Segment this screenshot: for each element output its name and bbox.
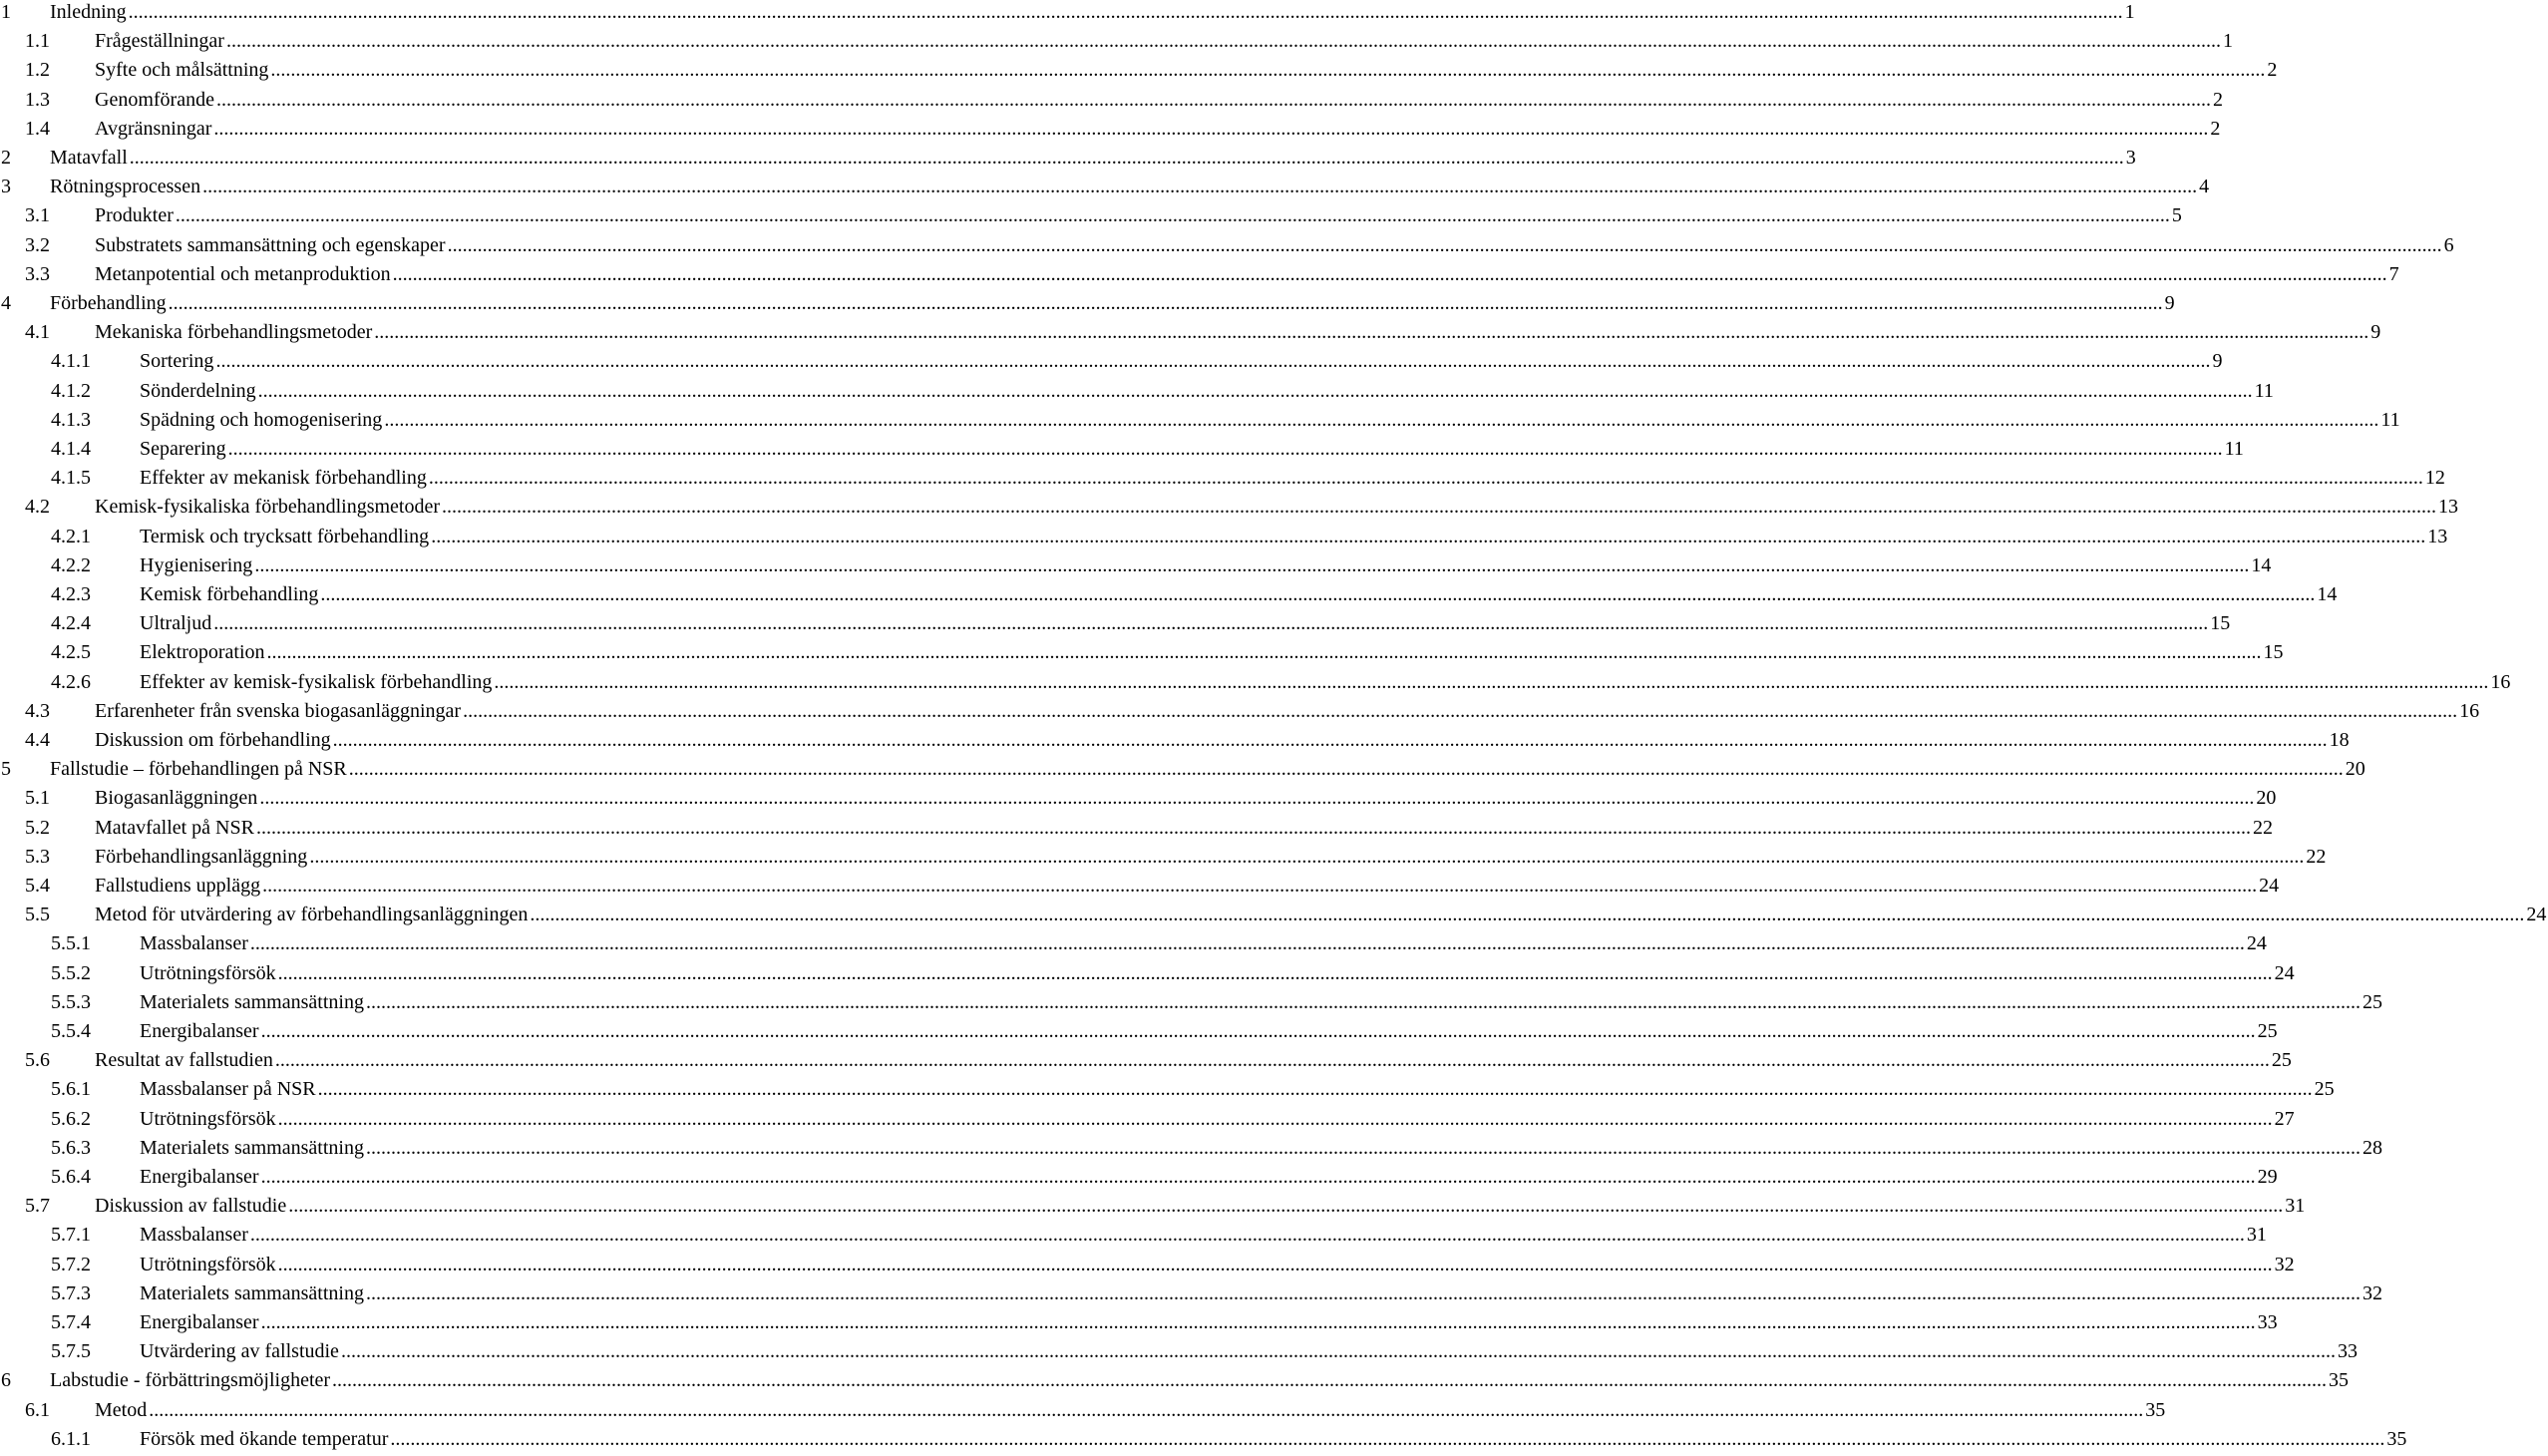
toc-entry[interactable] xyxy=(0,784,2277,813)
dot-leader: ................................................................................................................................................................................................................................................................................................................................................................................................................ xyxy=(270,59,2266,82)
toc-entry-number: 5 xyxy=(1,758,11,781)
toc-entry[interactable] xyxy=(0,1046,2292,1075)
toc-entry-number: 5.1 xyxy=(25,787,50,810)
toc-entry-title: Kemisk förbehandling xyxy=(140,583,319,605)
toc-entry-page-number: 2 xyxy=(2267,59,2278,82)
dot-leader: ................................................................................................................................................................................................................................................................................................................................................................................................................ xyxy=(225,30,2221,53)
toc-entry-number: 5.7.3 xyxy=(51,1281,91,1304)
toc-entry-title: Energibalanser xyxy=(140,1020,259,1042)
toc-entry-title: Sortering xyxy=(140,350,214,373)
dot-leader: ................................................................................................................................................................................................................................................................................................................................................................................................................ xyxy=(277,1107,2273,1130)
dot-leader: ................................................................................................................................................................................................................................................................................................................................................................................................................ xyxy=(254,553,2250,576)
toc-entry-page-number: 9 xyxy=(2370,321,2381,344)
toc-entry-number: 4.1 xyxy=(25,321,50,344)
dot-leader: ................................................................................................................................................................................................................................................................................................................................................................................................................ xyxy=(320,583,2316,605)
dot-leader: ................................................................................................................................................................................................................................................................................................................................................................................................................ xyxy=(257,379,2253,402)
toc-entry-title: Substratets sammansättning och egenskaper xyxy=(95,233,446,256)
toc-entry-number: 5.7.1 xyxy=(51,1224,91,1247)
dot-leader: ................................................................................................................................................................................................................................................................................................................................................................................................................ xyxy=(442,496,2437,519)
toc-entry[interactable] xyxy=(0,929,2267,958)
dot-leader: ................................................................................................................................................................................................................................................................................................................................................................................................................ xyxy=(384,408,2379,431)
toc-entry[interactable] xyxy=(0,726,2350,755)
dot-leader: ................................................................................................................................................................................................................................................................................................................................................................................................................ xyxy=(249,932,2245,955)
toc-entry-title: Utrötningsförsök xyxy=(140,961,276,984)
toc-entry-number: 4.2.2 xyxy=(51,553,91,576)
toc-entry[interactable] xyxy=(0,872,2280,901)
toc-entry-title: Metanpotential och metanproduktion xyxy=(95,262,391,285)
toc-entry-title: Genomförande xyxy=(95,88,214,111)
toc-entry-number: 1.4 xyxy=(25,117,50,140)
toc-entry[interactable] xyxy=(0,115,2221,144)
dot-leader: ................................................................................................................................................................................................................................................................................................................................................................................................................ xyxy=(332,1369,2328,1392)
toc-entry-page-number: 27 xyxy=(2274,1107,2295,1130)
toc-entry-number: 4.2.6 xyxy=(51,670,91,693)
toc-entry-page-number: 35 xyxy=(2145,1398,2166,1421)
dot-leader: ................................................................................................................................................................................................................................................................................................................................................................................................................ xyxy=(390,1427,2385,1450)
toc-entry-number: 5.7.5 xyxy=(51,1340,91,1363)
dot-leader: ................................................................................................................................................................................................................................................................................................................................................................................................................ xyxy=(392,262,2387,285)
toc-entry-number: 5.5.3 xyxy=(51,990,91,1013)
toc-entry-page-number: 28 xyxy=(2362,1136,2382,1159)
toc-entry[interactable] xyxy=(0,435,2244,464)
toc-entry[interactable] xyxy=(0,814,2273,843)
toc-entry[interactable] xyxy=(0,901,2547,929)
toc-entry-number: 5.7.2 xyxy=(51,1253,91,1275)
dot-leader: ................................................................................................................................................................................................................................................................................................................................................................................................................ xyxy=(431,525,2426,547)
toc-entry-page-number: 1 xyxy=(2222,30,2233,53)
toc-entry-title: Metod xyxy=(95,1398,148,1421)
toc-entry-page-number: 11 xyxy=(2254,379,2274,402)
dot-leader: ................................................................................................................................................................................................................................................................................................................................................................................................................ xyxy=(215,88,2211,111)
toc-entry-page-number: 24 xyxy=(2259,875,2280,897)
toc-entry-number: 4.2.1 xyxy=(51,525,91,547)
toc-entry[interactable] xyxy=(0,1308,2278,1337)
toc-entry[interactable] xyxy=(0,1396,2166,1425)
toc-entry-title: Inledning xyxy=(50,1,127,23)
toc-entry[interactable] xyxy=(0,201,2182,230)
toc-entry-page-number: 13 xyxy=(2427,525,2448,547)
toc-entry-page-number: 2 xyxy=(2212,88,2223,111)
toc-entry-number: 5.7.4 xyxy=(51,1311,91,1333)
toc-entry[interactable] xyxy=(0,959,2295,988)
toc-entry-title: Effekter av mekanisk förbehandling xyxy=(140,467,427,490)
toc-entry-page-number: 29 xyxy=(2257,1166,2278,1188)
toc-entry-number: 5.2 xyxy=(25,816,50,839)
dot-leader: ................................................................................................................................................................................................................................................................................................................................................................................................................ xyxy=(288,1195,2284,1218)
toc-entry-title: Avgränsningar xyxy=(95,117,212,140)
dot-leader: ................................................................................................................................................................................................................................................................................................................................................................................................................ xyxy=(227,438,2223,460)
toc-entry-page-number: 32 xyxy=(2362,1281,2382,1304)
dot-leader: ................................................................................................................................................................................................................................................................................................................................................................................................................ xyxy=(447,233,2442,256)
toc-entry-title: Syfte och målsättning xyxy=(95,59,269,82)
dot-leader: ................................................................................................................................................................................................................................................................................................................................................................................................................ xyxy=(213,117,2209,140)
toc-entry-title: Materialets sammansättning xyxy=(140,1136,364,1159)
toc-entry-title: Förbehandlingsanläggning xyxy=(95,845,308,868)
toc-entry-number: 6.1 xyxy=(25,1398,50,1421)
toc-entry-title: Materialets sammansättning xyxy=(140,1281,364,1304)
toc-entry-number: 1.1 xyxy=(25,30,50,53)
dot-leader: ................................................................................................................................................................................................................................................................................................................................................................................................................ xyxy=(348,758,2344,781)
toc-entry[interactable] xyxy=(0,260,2399,289)
dot-leader: ................................................................................................................................................................................................................................................................................................................................................................................................................ xyxy=(365,1281,2361,1304)
toc-entry-page-number: 20 xyxy=(2345,758,2366,781)
toc-entry[interactable] xyxy=(0,609,2231,638)
toc-entry-page-number: 5 xyxy=(2171,204,2182,227)
toc-entry-number: 3.3 xyxy=(25,262,50,285)
toc-entry-title: Diskussion om förbehandling xyxy=(95,729,331,751)
toc-entry-number: 1 xyxy=(1,1,11,23)
toc-entry-title: Biogasanläggningen xyxy=(95,787,258,810)
dot-leader: ................................................................................................................................................................................................................................................................................................................................................................................................................ xyxy=(494,670,2489,693)
toc-entry-title: Försök med ökande temperatur xyxy=(140,1427,389,1450)
toc-entry-title: Energibalanser xyxy=(140,1311,259,1333)
toc-entry-number: 4.1.2 xyxy=(51,379,91,402)
toc-entry-title: Massbalanser på NSR xyxy=(140,1078,316,1101)
toc-entry-title: Frågeställningar xyxy=(95,30,224,53)
dot-leader: ................................................................................................................................................................................................................................................................................................................................................................................................................ xyxy=(317,1078,2313,1101)
dot-leader: ................................................................................................................................................................................................................................................................................................................................................................................................................ xyxy=(277,1253,2273,1275)
dot-leader: ................................................................................................................................................................................................................................................................................................................................................................................................................ xyxy=(202,176,2198,198)
toc-entry-title: Matavfall xyxy=(50,147,128,169)
toc-entry-number: 4.2 xyxy=(25,496,50,519)
toc-entry-number: 5.7 xyxy=(25,1195,50,1218)
dot-leader: ................................................................................................................................................................................................................................................................................................................................................................................................................ xyxy=(262,875,2258,897)
toc-entry-title: Utvärdering av fallstudie xyxy=(140,1340,339,1363)
toc-entry-title: Produkter xyxy=(95,204,174,227)
toc-entry-title: Förbehandling xyxy=(50,292,167,314)
dot-leader: ................................................................................................................................................................................................................................................................................................................................................................................................................ xyxy=(365,1136,2361,1159)
toc-entry-number: 4.1.1 xyxy=(51,350,91,373)
toc-entry-title: Energibalanser xyxy=(140,1166,259,1188)
toc-entry-page-number: 2 xyxy=(2210,117,2221,140)
toc-entry[interactable] xyxy=(0,1251,2295,1279)
dot-leader: ................................................................................................................................................................................................................................................................................................................................................................................................................ xyxy=(249,1224,2245,1247)
dot-leader: ................................................................................................................................................................................................................................................................................................................................................................................................................ xyxy=(266,641,2262,664)
toc-entry[interactable] xyxy=(0,755,2366,784)
toc-entry-page-number: 9 xyxy=(2164,292,2175,314)
toc-entry-title: Fallstudiens upplägg xyxy=(95,875,261,897)
toc-entry-title: Effekter av kemisk-fysikalisk förbehandling xyxy=(140,670,493,693)
dot-leader: ................................................................................................................................................................................................................................................................................................................................................................................................................ xyxy=(215,350,2211,373)
toc-entry-number: 1.2 xyxy=(25,59,50,82)
toc-entry[interactable] xyxy=(0,231,2454,260)
toc-entry-number: 4.3 xyxy=(25,699,50,722)
toc-entry-number: 5.5.4 xyxy=(51,1020,91,1042)
toc-entry-number: 4.2.4 xyxy=(51,612,91,635)
toc-entry-page-number: 22 xyxy=(2252,816,2273,839)
toc-entry[interactable] xyxy=(0,1337,2358,1366)
toc-entry-title: Fallstudie – förbehandlingen på NSR xyxy=(50,758,347,781)
dot-leader: ................................................................................................................................................................................................................................................................................................................................................................................................................ xyxy=(260,1166,2256,1188)
toc-entry-title: Resultat av fallstudien xyxy=(95,1049,273,1072)
toc-entry-title: Massbalanser xyxy=(140,1224,248,1247)
dot-leader: ................................................................................................................................................................................................................................................................................................................................................................................................................ xyxy=(260,1020,2256,1042)
toc-entry[interactable] xyxy=(0,86,2223,115)
toc-entry-number: 5.5 xyxy=(25,904,50,926)
toc-entry-number: 5.5.1 xyxy=(51,932,91,955)
toc-entry-title: Termisk och trycksatt förbehandling xyxy=(140,525,430,547)
toc-entry-page-number: 13 xyxy=(2438,496,2459,519)
toc-entry-title: Ultraljud xyxy=(140,612,212,635)
toc-entry-page-number: 35 xyxy=(2386,1427,2407,1450)
toc-entry-page-number: 24 xyxy=(2274,961,2295,984)
toc-entry-title: Materialets sammansättning xyxy=(140,990,364,1013)
dot-leader: ................................................................................................................................................................................................................................................................................................................................................................................................................ xyxy=(428,467,2423,490)
toc-entry[interactable] xyxy=(0,1075,2335,1104)
dot-leader: ................................................................................................................................................................................................................................................................................................................................................................................................................ xyxy=(213,612,2209,635)
toc-entry-number: 5.6.1 xyxy=(51,1078,91,1101)
toc-entry-page-number: 14 xyxy=(2251,553,2272,576)
toc-entry-title: Labstudie - förbättringsmöjligheter xyxy=(50,1369,331,1392)
toc-entry[interactable] xyxy=(0,1366,2350,1395)
toc-entry-number: 4.1.5 xyxy=(51,467,91,490)
toc-entry-title: Kemisk-fysikaliska förbehandlingsmetoder xyxy=(95,496,441,519)
dot-leader: ................................................................................................................................................................................................................................................................................................................................................................................................................ xyxy=(530,904,2525,926)
toc-entry-page-number: 33 xyxy=(2337,1340,2358,1363)
toc-entry-number: 4.1.3 xyxy=(51,408,91,431)
toc-entry[interactable] xyxy=(0,1105,2295,1134)
toc-entry-title: Rötningsprocessen xyxy=(50,176,201,198)
toc-entry-number: 6 xyxy=(1,1369,11,1392)
toc-entry-title: Elektroporation xyxy=(140,641,265,664)
toc-entry[interactable] xyxy=(0,668,2511,697)
toc-entry-number: 5.6.2 xyxy=(51,1107,91,1130)
toc-entry-title: Utrötningsförsök xyxy=(140,1107,276,1130)
toc-entry-page-number: 15 xyxy=(2210,612,2231,635)
toc-entry-page-number: 14 xyxy=(2317,583,2338,605)
toc-entry[interactable] xyxy=(0,464,2445,493)
toc-entry[interactable] xyxy=(0,347,2223,376)
toc-entry[interactable] xyxy=(0,289,2175,318)
toc-entry-page-number: 1 xyxy=(2124,1,2135,23)
toc-entry-number: 5.3 xyxy=(25,845,50,868)
toc-entry[interactable] xyxy=(0,0,2135,27)
toc-entry-number: 1.3 xyxy=(25,88,50,111)
toc-entry-title: Matavfallet på NSR xyxy=(95,816,254,839)
toc-entry-title: Metod för utvärdering av förbehandlingsanläggningen xyxy=(95,904,529,926)
toc-entry[interactable] xyxy=(0,318,2381,347)
toc-entry-page-number: 32 xyxy=(2274,1253,2295,1275)
toc-entry-number: 4.2.5 xyxy=(51,641,91,664)
dot-leader: ................................................................................................................................................................................................................................................................................................................................................................................................................ xyxy=(175,204,2170,227)
toc-entry-page-number: 24 xyxy=(2526,904,2547,926)
toc-entry-page-number: 31 xyxy=(2285,1195,2306,1218)
dot-leader: ................................................................................................................................................................................................................................................................................................................................................................................................................ xyxy=(260,1311,2256,1333)
toc-entry[interactable] xyxy=(0,551,2272,580)
toc-entry-title: Massbalanser xyxy=(140,932,248,955)
toc-entry-page-number: 22 xyxy=(2306,845,2327,868)
toc-entry-number: 4.1.4 xyxy=(51,438,91,460)
toc-entry-page-number: 31 xyxy=(2246,1224,2267,1247)
toc-entry-title: Diskussion av fallstudie xyxy=(95,1195,287,1218)
toc-entry-page-number: 12 xyxy=(2424,467,2445,490)
toc-entry-page-number: 4 xyxy=(2199,176,2210,198)
toc-entry-title: Spädning och homogenisering xyxy=(140,408,383,431)
dot-leader: ................................................................................................................................................................................................................................................................................................................................................................................................................ xyxy=(365,990,2361,1013)
toc-entry-title: Hygienisering xyxy=(140,553,253,576)
toc-entry[interactable] xyxy=(0,56,2278,85)
toc-entry-number: 5.5.2 xyxy=(51,961,91,984)
toc-entry[interactable] xyxy=(0,1192,2306,1221)
toc-entry-title: Utrötningsförsök xyxy=(140,1253,276,1275)
dot-leader: ................................................................................................................................................................................................................................................................................................................................................................................................................ xyxy=(274,1049,2270,1072)
dot-leader: ................................................................................................................................................................................................................................................................................................................................................................................................................ xyxy=(255,816,2251,839)
dot-leader: ................................................................................................................................................................................................................................................................................................................................................................................................................ xyxy=(374,321,2369,344)
toc-entry-number: 5.6 xyxy=(25,1049,50,1072)
toc-entry[interactable] xyxy=(0,638,2284,667)
toc-entry[interactable] xyxy=(0,27,2233,56)
toc-entry[interactable] xyxy=(0,1279,2382,1308)
toc-entry-page-number: 24 xyxy=(2246,932,2267,955)
toc-entry-page-number: 6 xyxy=(2443,233,2454,256)
toc-entry[interactable] xyxy=(0,377,2274,406)
toc-entry[interactable] xyxy=(0,173,2210,201)
toc-entry-page-number: 7 xyxy=(2388,262,2399,285)
dot-leader: ................................................................................................................................................................................................................................................................................................................................................................................................................ xyxy=(463,699,2458,722)
toc-entry-number: 2 xyxy=(1,147,11,169)
toc-entry-page-number: 35 xyxy=(2329,1369,2350,1392)
toc-entry[interactable] xyxy=(0,843,2327,872)
toc-entry-number: 4.2.3 xyxy=(51,583,91,605)
toc-entry[interactable] xyxy=(0,406,2400,435)
toc-entry[interactable] xyxy=(0,1425,2407,1454)
toc-entry[interactable] xyxy=(0,697,2480,726)
toc-entry[interactable] xyxy=(0,144,2136,173)
dot-leader: ................................................................................................................................................................................................................................................................................................................................................................................................................ xyxy=(129,147,2124,169)
toc-entry-page-number: 16 xyxy=(2490,670,2511,693)
toc-entry-page-number: 18 xyxy=(2329,729,2350,751)
dot-leader: ................................................................................................................................................................................................................................................................................................................................................................................................................ xyxy=(309,845,2305,868)
dot-leader: ................................................................................................................................................................................................................................................................................................................................................................................................................ xyxy=(277,961,2273,984)
toc-entry-page-number: 16 xyxy=(2459,699,2480,722)
toc-entry-number: 4 xyxy=(1,292,11,314)
toc-entry-page-number: 20 xyxy=(2256,787,2277,810)
toc-entry-page-number: 11 xyxy=(2380,408,2400,431)
toc-entry-page-number: 3 xyxy=(2125,147,2136,169)
dot-leader: ................................................................................................................................................................................................................................................................................................................................................................................................................ xyxy=(259,787,2255,810)
toc-entry-number: 4.4 xyxy=(25,729,50,751)
toc-entry-number: 6.1.1 xyxy=(51,1427,91,1450)
toc-entry-number: 3.1 xyxy=(25,204,50,227)
toc-entry-page-number: 9 xyxy=(2212,350,2223,373)
toc-entry-title: Sönderdelning xyxy=(140,379,256,402)
toc-entry[interactable] xyxy=(0,1017,2278,1046)
toc-entry-title: Mekaniska förbehandlingsmetoder xyxy=(95,321,373,344)
toc-entry-page-number: 25 xyxy=(2362,990,2382,1013)
toc-entry-page-number: 33 xyxy=(2257,1311,2278,1333)
toc-entry-page-number: 25 xyxy=(2257,1020,2278,1042)
toc-entry-page-number: 25 xyxy=(2271,1049,2292,1072)
toc-entry-title: Erfarenheter från svenska biogasanläggningar xyxy=(95,699,462,722)
toc-entry-page-number: 15 xyxy=(2263,641,2284,664)
toc-entry-number: 5.6.4 xyxy=(51,1166,91,1188)
toc-entry[interactable] xyxy=(0,523,2448,551)
toc-entry-page-number: 25 xyxy=(2314,1078,2335,1101)
dot-leader: ................................................................................................................................................................................................................................................................................................................................................................................................................ xyxy=(332,729,2328,751)
toc-entry[interactable] xyxy=(0,580,2338,609)
toc-entry-number: 5.6.3 xyxy=(51,1136,91,1159)
dot-leader: ................................................................................................................................................................................................................................................................................................................................................................................................................ xyxy=(128,1,2123,23)
toc-entry-page-number: 11 xyxy=(2224,438,2244,460)
toc-entry-number: 5.4 xyxy=(25,875,50,897)
toc-entry[interactable] xyxy=(0,1221,2267,1250)
toc-entry[interactable] xyxy=(0,493,2459,522)
toc-entry[interactable] xyxy=(0,1134,2382,1163)
dot-leader: ................................................................................................................................................................................................................................................................................................................................................................................................................ xyxy=(168,292,2163,314)
toc-entry-title: Separering xyxy=(140,438,226,460)
toc-entry-number: 3 xyxy=(1,176,11,198)
toc-entry-number: 3.2 xyxy=(25,233,50,256)
dot-leader: ................................................................................................................................................................................................................................................................................................................................................................................................................ xyxy=(340,1340,2336,1363)
dot-leader: ................................................................................................................................................................................................................................................................................................................................................................................................................ xyxy=(149,1398,2144,1421)
toc-entry[interactable] xyxy=(0,988,2382,1017)
toc-entry[interactable] xyxy=(0,1163,2278,1192)
